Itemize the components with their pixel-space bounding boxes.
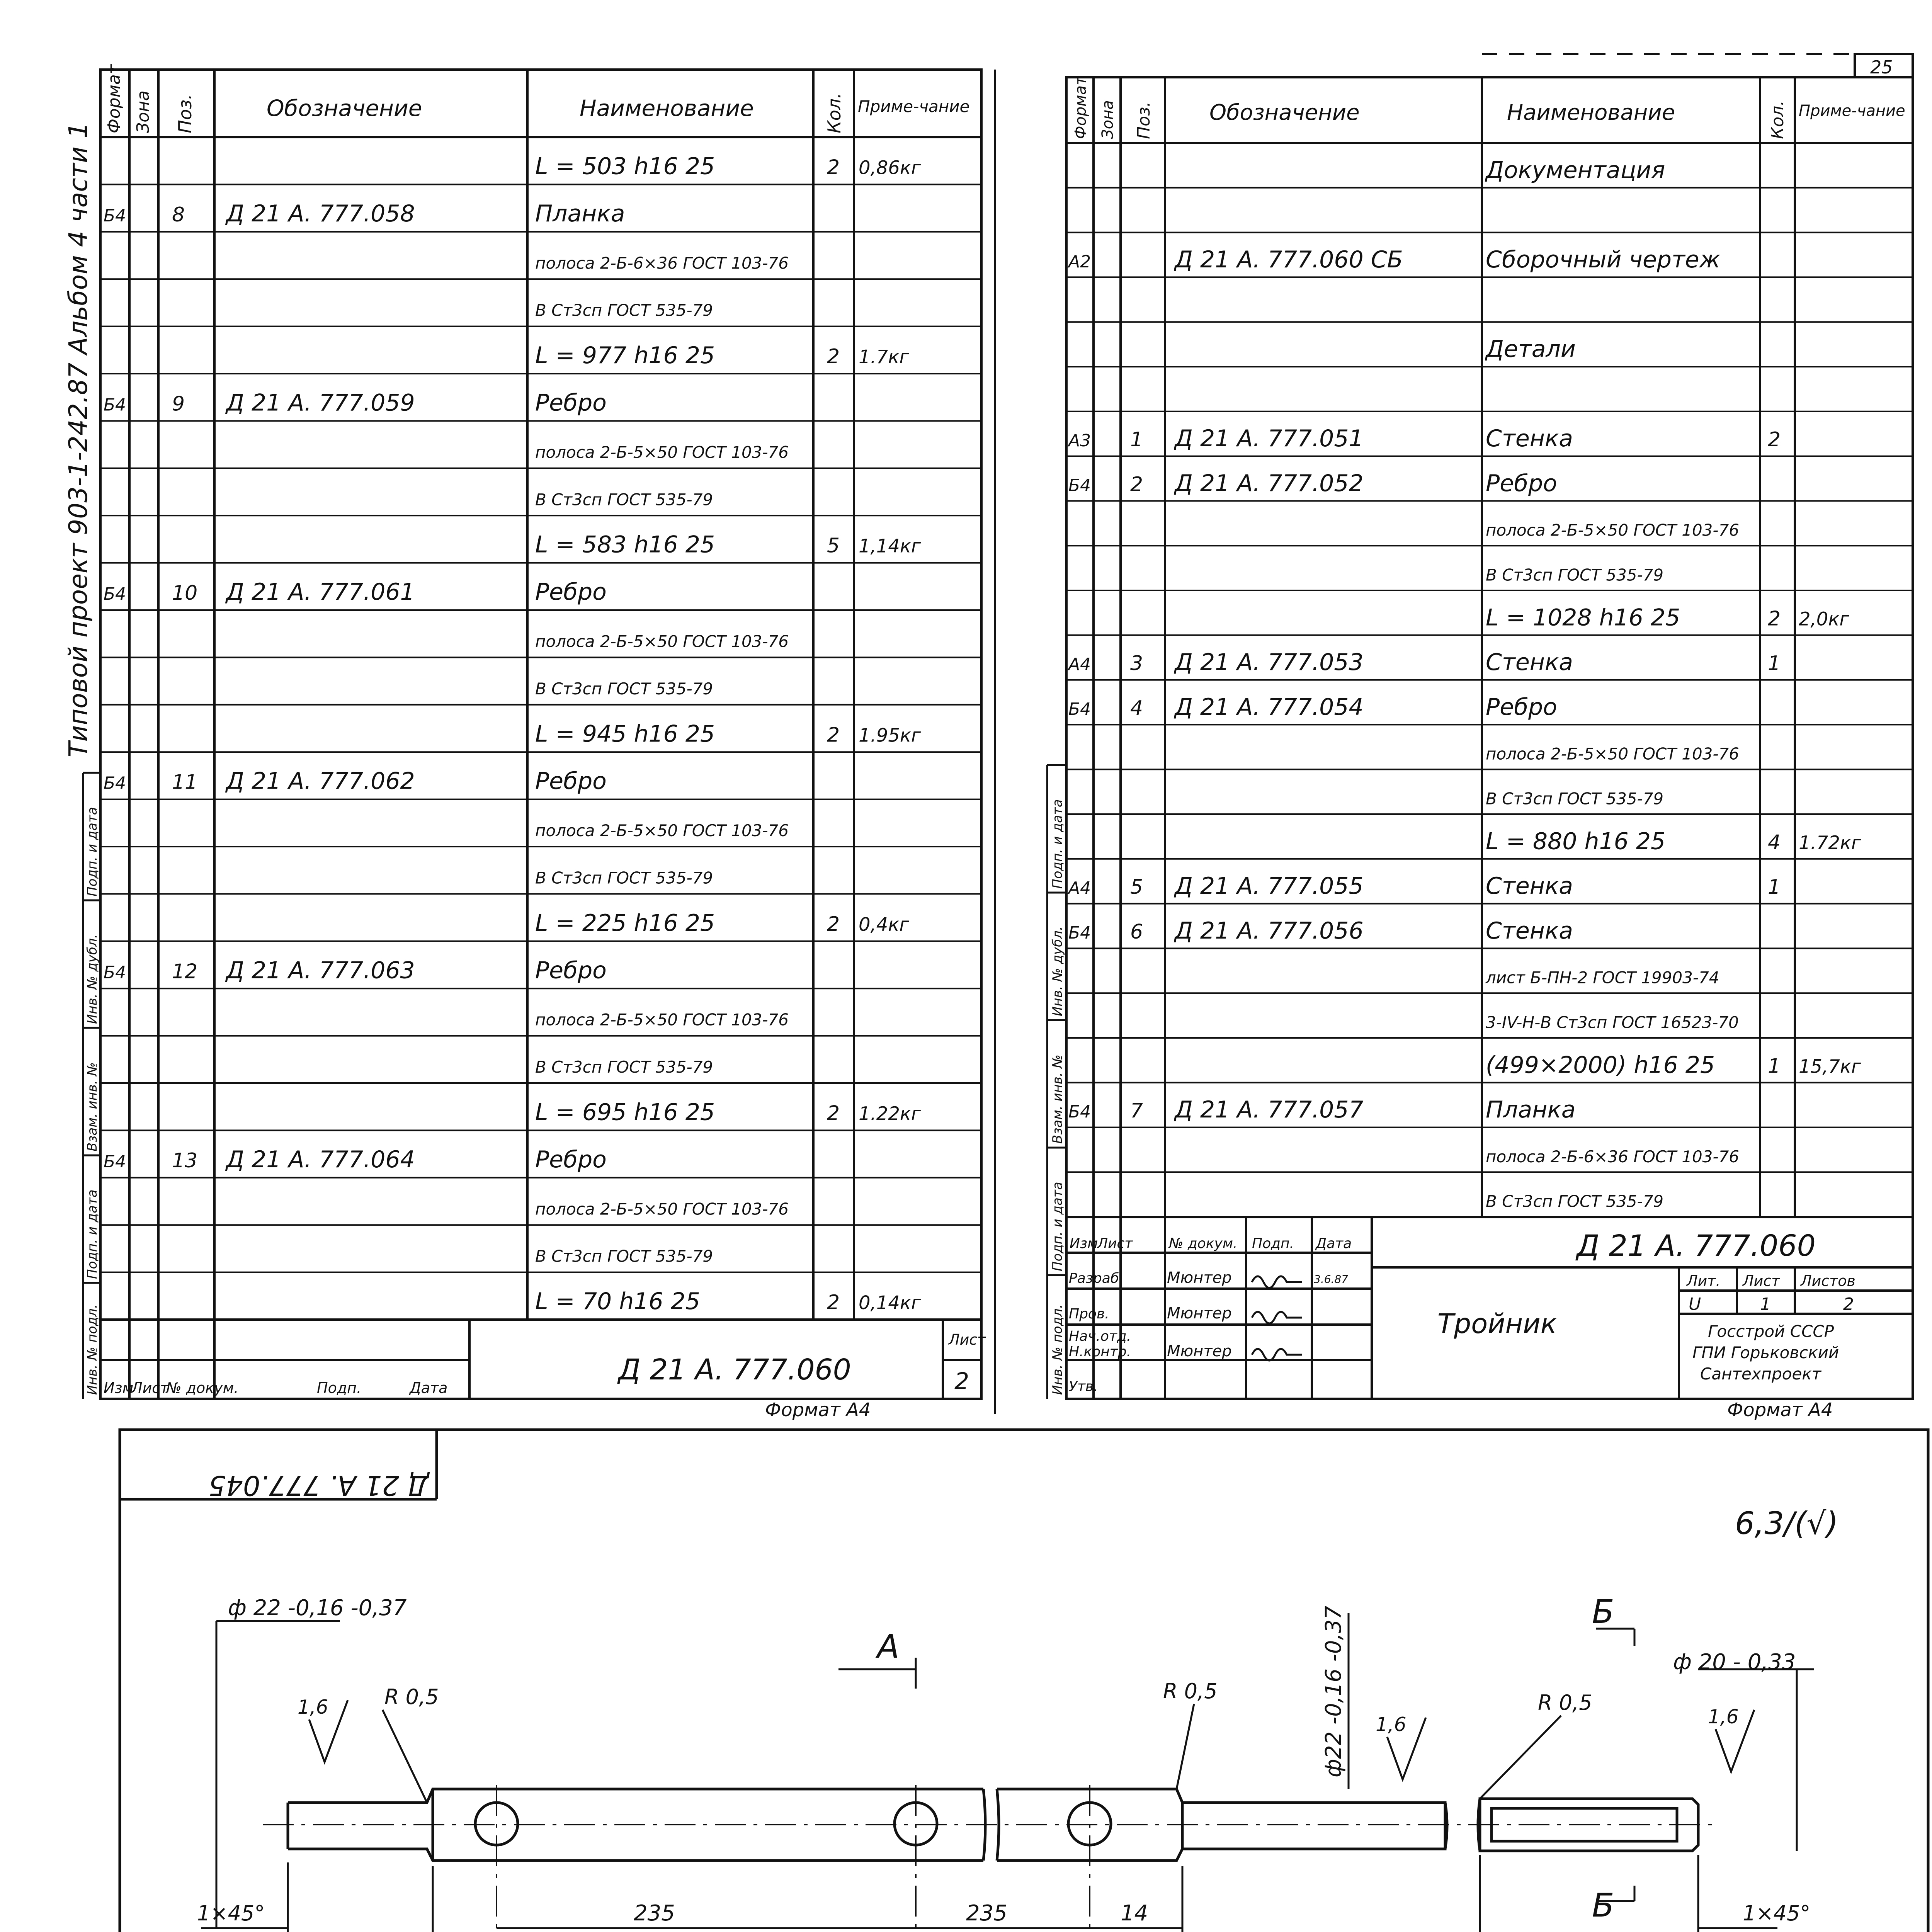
right-side-label-sign2: Подп. и дата	[1050, 799, 1065, 889]
left-stamp-izm: Изм	[104, 1379, 134, 1396]
right-sheet-value: 1	[1760, 1294, 1771, 1314]
spec-cell-f: Б4	[104, 773, 126, 793]
left-stamp-doc: № докум.	[166, 1379, 239, 1396]
signature-mark	[1252, 1276, 1302, 1288]
spec-cell-n: L = 945 h16 25	[535, 720, 715, 748]
spec-cell-pr: 1,14кг	[859, 535, 921, 557]
spec-cell-n: В Ст3сп ГОСТ 535-79	[1486, 565, 1664, 585]
signature-mark	[1252, 1349, 1302, 1361]
left-sheet-designation: Д 21 А. 777.060	[618, 1353, 851, 1386]
spec-cell-n: В Ст3сп ГОСТ 535-79	[535, 1247, 713, 1266]
right-org-1: Госстрой СССР	[1708, 1322, 1834, 1341]
left-spec-headers	[104, 64, 969, 133]
dim-rough1: 1,6	[298, 1696, 328, 1718]
signature-mark	[1252, 1312, 1302, 1323]
dim-r1: R 0,5	[384, 1685, 439, 1709]
sheet-number: 25	[1870, 57, 1893, 78]
dim-chamfer-right: 1×45°	[1743, 1901, 1811, 1925]
spec-cell-o: Д 21 А. 777.053	[1175, 649, 1364, 676]
spec-cell-n: полоса 2-Б-5×50 ГОСТ 103-76	[1486, 520, 1739, 540]
spec-cell-f: Б4	[1068, 699, 1091, 719]
spec-cell-o: Д 21 А. 777.064	[226, 1146, 415, 1173]
dim-chamfer-left: 1×45°	[197, 1901, 265, 1925]
right-stamp-role-1: Пров.	[1069, 1306, 1109, 1322]
right-sheet-header: Лист	[1743, 1272, 1780, 1289]
spec-cell-pr: 0,4кг	[859, 913, 909, 935]
spec-cell-n: В Ст3сп ГОСТ 535-79	[1486, 1192, 1664, 1211]
spec-cell-n: L = 977 h16 25	[535, 342, 715, 369]
dim-diam-left: ф 22 -0,16 -0,37	[228, 1595, 407, 1621]
right-side-label-replace: Взам. инв. №	[1050, 1054, 1065, 1144]
spec-cell-n: полоса 2-Б-5×50 ГОСТ 103-76	[535, 1199, 789, 1219]
left-hdr-pos: Поз.	[175, 94, 196, 133]
spec-cell-f: Б4	[1068, 923, 1091, 943]
spec-cell-n: полоса 2-Б-5×50 ГОСТ 103-76	[535, 821, 789, 840]
spec-cell-o: Д 21 А. 777.057	[1175, 1096, 1364, 1124]
spec-cell-n: Сборочный чертеж	[1486, 246, 1720, 273]
section-b-bottom: Б	[1592, 1886, 1614, 1924]
left-hdr-qty: Кол.	[824, 93, 845, 133]
spec-cell-p: 12	[172, 960, 198, 983]
spec-cell-n: Стенка	[1486, 872, 1573, 900]
spec-cell-n: Стенка	[1486, 649, 1573, 676]
spec-cell-n: Планка	[1486, 1096, 1576, 1124]
spec-cell-n: В Ст3сп ГОСТ 535-79	[535, 490, 713, 509]
spec-cell-k: 2	[1768, 428, 1781, 452]
drawing-frame	[83, 1430, 1928, 1932]
spec-cell-o: Д 21 А. 777.052	[1175, 469, 1364, 497]
right-side-label-sign: Подп. и дата	[1050, 1182, 1065, 1271]
spec-cell-p: 8	[172, 203, 185, 226]
dimension-lines	[201, 1613, 1814, 1932]
left-sheet-list-label: Лист	[949, 1331, 986, 1348]
spec-cell-f: Б4	[104, 206, 126, 226]
left-stamp-sign: Подп.	[317, 1379, 362, 1396]
side-label-sign2: Подп. и дата	[85, 807, 100, 896]
right-hdr-name: Наименование	[1507, 100, 1675, 125]
right-sheets-header: Листов	[1801, 1272, 1855, 1289]
dim-rough3: 1,6	[1708, 1706, 1739, 1728]
spec-cell-pr: 0,86кг	[859, 157, 921, 179]
right-stamp-sign: Подп.	[1252, 1236, 1294, 1252]
spec-cell-f: А2	[1068, 252, 1091, 272]
spec-cell-pr: 1.95кг	[859, 724, 921, 747]
dim-diam-right: ф 20 - 0,33	[1673, 1650, 1796, 1675]
spec-cell-p: 10	[172, 582, 198, 605]
spec-cell-f: Б4	[104, 395, 126, 415]
right-stamp-name-3: Мюнтер	[1167, 1342, 1232, 1360]
right-lit-value: U	[1689, 1294, 1701, 1314]
dimension-texts	[197, 1593, 1810, 1932]
spec-cell-f: Б4	[104, 584, 126, 604]
spec-cell-o: Д 21 А. 777.054	[1175, 693, 1364, 721]
spec-cell-p: 11	[172, 770, 198, 794]
spec-cell-pr: 1.22кг	[859, 1103, 921, 1125]
spec-cell-k: 2	[827, 912, 840, 936]
spec-cell-pr: 0,14кг	[859, 1292, 921, 1314]
right-stamp-doc: № докум.	[1169, 1236, 1238, 1252]
spec-cell-o: Д 21 А. 777.058	[226, 200, 415, 227]
spec-cell-n: Ребро	[1486, 693, 1557, 721]
spec-cell-p: 1	[1130, 428, 1143, 452]
side-label-inv: Инв. № подл.	[85, 1304, 100, 1395]
spec-cell-f: А4	[1068, 878, 1091, 898]
general-roughness: 6,3/(√)	[1735, 1505, 1838, 1541]
spec-cell-n: Документация	[1486, 156, 1665, 184]
left-hdr-name: Наименование	[580, 95, 754, 121]
spec-cell-k: 2	[827, 723, 840, 747]
spec-cell-k: 2	[827, 1291, 840, 1315]
spec-cell-n: лист Б-ПН-2 ГОСТ 19903-74	[1486, 968, 1719, 987]
spec-cell-n: В Ст3сп ГОСТ 535-79	[535, 679, 713, 698]
spec-cell-n: Ребро	[535, 767, 607, 795]
right-spec-headers	[1072, 76, 1905, 139]
left-sheet-stamp	[104, 1331, 986, 1421]
section-b-top: Б	[1592, 1593, 1614, 1631]
left-hdr-format: Формат	[104, 64, 124, 133]
spec-cell-k: 2	[1768, 607, 1781, 631]
right-stamp-name-0: Мюнтер	[1167, 1269, 1232, 1287]
right-org-3: Сантехпроект	[1700, 1364, 1821, 1383]
right-stamp-izm: Изм	[1070, 1236, 1098, 1252]
mirrored-code: Д 21 А. 777.045	[208, 1469, 429, 1501]
spec-cell-n: полоса 2-Б-6×36 ГОСТ 103-76	[535, 253, 789, 273]
right-sheet-format: Формат А4	[1727, 1399, 1833, 1421]
right-stamp-role-4: Утв.	[1069, 1379, 1098, 1395]
spec-cell-k: 1	[1768, 1054, 1781, 1078]
spec-cell-n: полоса 2-Б-5×50 ГОСТ 103-76	[1486, 744, 1739, 764]
spec-cell-k: 5	[827, 534, 840, 558]
spec-cell-n: Планка	[535, 200, 625, 227]
spec-cell-o: Д 21 А. 777.060 СБ	[1175, 246, 1403, 273]
spec-cell-n: полоса 2-Б-6×36 ГОСТ 103-76	[1486, 1147, 1739, 1166]
right-hdr-note: Приме-чание	[1799, 102, 1905, 120]
right-sheet-designation: Д 21 А. 777.060	[1577, 1228, 1816, 1263]
section-a-top: А	[877, 1628, 900, 1665]
right-hdr-designation: Обозначение	[1209, 100, 1360, 125]
spec-cell-n: L = 225 h16 25	[535, 909, 715, 937]
spec-cell-f: Б4	[104, 963, 126, 983]
spec-cell-n: В Ст3сп ГОСТ 535-79	[535, 868, 713, 888]
left-hdr-zone: Зона	[133, 90, 153, 133]
dim-14: 14	[1121, 1901, 1148, 1926]
spec-cell-n: Ребро	[535, 957, 607, 984]
right-org-2: ГПИ Горьковский	[1692, 1343, 1839, 1362]
right-sheets-value: 2	[1843, 1294, 1854, 1314]
right-hdr-format: Формат	[1072, 76, 1090, 139]
spec-cell-o: Д 21 А. 777.063	[226, 957, 415, 984]
spec-cell-n: L = 70 h16 25	[535, 1288, 701, 1315]
spec-cell-o: Д 21 А. 777.055	[1175, 872, 1364, 900]
side-project-stamp: Типовой проект 903-1-242.87 Альбом 4 части 1	[63, 122, 93, 757]
spec-cell-pr: 1.72кг	[1799, 832, 1861, 854]
spec-cell-n: Ребро	[1486, 469, 1557, 497]
spec-cell-k: 2	[827, 156, 840, 179]
spec-cell-k: 1	[1768, 652, 1781, 675]
right-spec-rows	[1066, 156, 1913, 1217]
right-stamp-list: Лист	[1097, 1236, 1133, 1252]
right-hdr-qty: Кол.	[1768, 100, 1787, 139]
spec-cell-n: L = 583 h16 25	[535, 531, 715, 558]
left-hdr-note: Приме-чание	[858, 97, 970, 116]
right-hdr-pos: Поз.	[1134, 101, 1154, 139]
right-hdr-zone: Зона	[1099, 100, 1117, 139]
right-stamp-date-0: 3.6.87	[1314, 1273, 1349, 1286]
dim-r2: R 0,5	[1163, 1679, 1218, 1703]
spec-cell-n: Стенка	[1486, 425, 1573, 452]
spec-cell-p: 2	[1130, 473, 1143, 496]
spec-cell-pr: 15,7кг	[1799, 1056, 1861, 1078]
right-sheet-title: Тройник	[1437, 1308, 1557, 1340]
spec-cell-p: 4	[1130, 696, 1143, 720]
spec-cell-o: Д 21 А. 777.059	[226, 389, 415, 417]
spec-cell-o: Д 21 А. 777.062	[226, 767, 415, 795]
spec-cell-pr: 1.7кг	[859, 346, 909, 368]
dim-235b: 235	[966, 1901, 1007, 1926]
right-stamp-role-2: Нач.отд.	[1069, 1328, 1131, 1344]
spec-cell-n: (499×2000) h16 25	[1486, 1051, 1715, 1079]
right-stamp-name-1: Мюнтер	[1167, 1304, 1232, 1322]
spec-cell-pr: 2,0кг	[1799, 608, 1849, 630]
spec-cell-k: 1	[1768, 876, 1781, 899]
right-side-label-inv: Инв. № подл.	[1050, 1304, 1065, 1395]
spec-cell-n: Детали	[1486, 335, 1576, 363]
spec-cell-p: 13	[172, 1149, 198, 1172]
spec-cell-f: Б4	[1068, 475, 1091, 495]
spec-cell-n: полоса 2-Б-5×50 ГОСТ 103-76	[535, 632, 789, 651]
spec-cell-n: полоса 2-Б-5×50 ГОСТ 103-76	[535, 442, 789, 462]
side-label-replace: Взам. инв. №	[85, 1062, 100, 1151]
right-lit-header: Лит.	[1687, 1272, 1721, 1289]
dim-rough2: 1,6	[1376, 1713, 1406, 1736]
spec-cell-n: L = 503 h16 25	[535, 153, 715, 180]
dim-diam-mid: ф22 -0,16 -0,37	[1321, 1605, 1346, 1777]
dim-235a: 235	[634, 1901, 675, 1926]
spec-cell-f: Б4	[104, 1151, 126, 1172]
spec-cell-o: Д 21 А. 777.061	[226, 578, 415, 606]
side-label-sign: Подп. и дата	[85, 1189, 100, 1279]
dim-r3: R 0,5	[1538, 1690, 1592, 1715]
spec-cell-n: L = 880 h16 25	[1486, 828, 1666, 855]
spec-cell-p: 9	[172, 392, 185, 416]
spec-cell-n: Ребро	[535, 578, 607, 606]
right-side-label-texts	[1050, 799, 1065, 1395]
spec-cell-n: 3-IV-Н-В Ст3сп ГОСТ 16523-70	[1486, 1013, 1739, 1032]
spec-cell-n: В Ст3сп ГОСТ 535-79	[535, 301, 713, 320]
spec-cell-o: Д 21 А. 777.056	[1175, 917, 1364, 944]
side-label-texts	[85, 807, 100, 1395]
spec-cell-k: 4	[1768, 831, 1781, 854]
spec-cell-k: 2	[827, 1102, 840, 1125]
left-stamp-list: Лист	[131, 1379, 169, 1396]
spec-cell-p: 5	[1130, 876, 1143, 899]
spec-cell-n: Ребро	[535, 1146, 607, 1173]
spec-cell-p: 3	[1130, 652, 1143, 675]
spec-cell-n: L = 1028 h16 25	[1486, 604, 1680, 631]
right-side-label-dup: Инв. № дубл.	[1050, 926, 1065, 1016]
left-stamp-date: Дата	[410, 1379, 448, 1396]
spec-cell-n: В Ст3сп ГОСТ 535-79	[535, 1058, 713, 1077]
spec-cell-p: 7	[1130, 1099, 1143, 1123]
spec-cell-n: В Ст3сп ГОСТ 535-79	[1486, 789, 1664, 808]
left-spec-rows	[100, 153, 981, 1320]
spec-cell-n: Ребро	[535, 389, 607, 417]
spec-cell-o: Д 21 А. 777.051	[1175, 425, 1364, 452]
spec-cell-n: L = 695 h16 25	[535, 1099, 715, 1126]
side-label-dup: Инв. № дубл.	[85, 934, 100, 1024]
right-stamp-role-3: Н.контр.	[1069, 1344, 1131, 1360]
left-sheet-format: Формат А4	[765, 1399, 871, 1421]
spec-cell-f: Б4	[1068, 1102, 1091, 1122]
left-hdr-designation: Обозначение	[267, 95, 422, 121]
spec-cell-p: 6	[1130, 920, 1143, 944]
right-stamp-date: Дата	[1316, 1236, 1352, 1252]
spec-cell-n: полоса 2-Б-5×50 ГОСТ 103-76	[535, 1010, 789, 1029]
spec-cell-f: А3	[1068, 431, 1091, 451]
spec-cell-f: А4	[1068, 655, 1091, 675]
spec-cell-k: 2	[827, 345, 840, 369]
right-stamp-role-0: Разраб.	[1069, 1270, 1124, 1286]
spec-cell-n: Стенка	[1486, 917, 1573, 944]
left-sheet-list-value: 2	[954, 1368, 969, 1395]
